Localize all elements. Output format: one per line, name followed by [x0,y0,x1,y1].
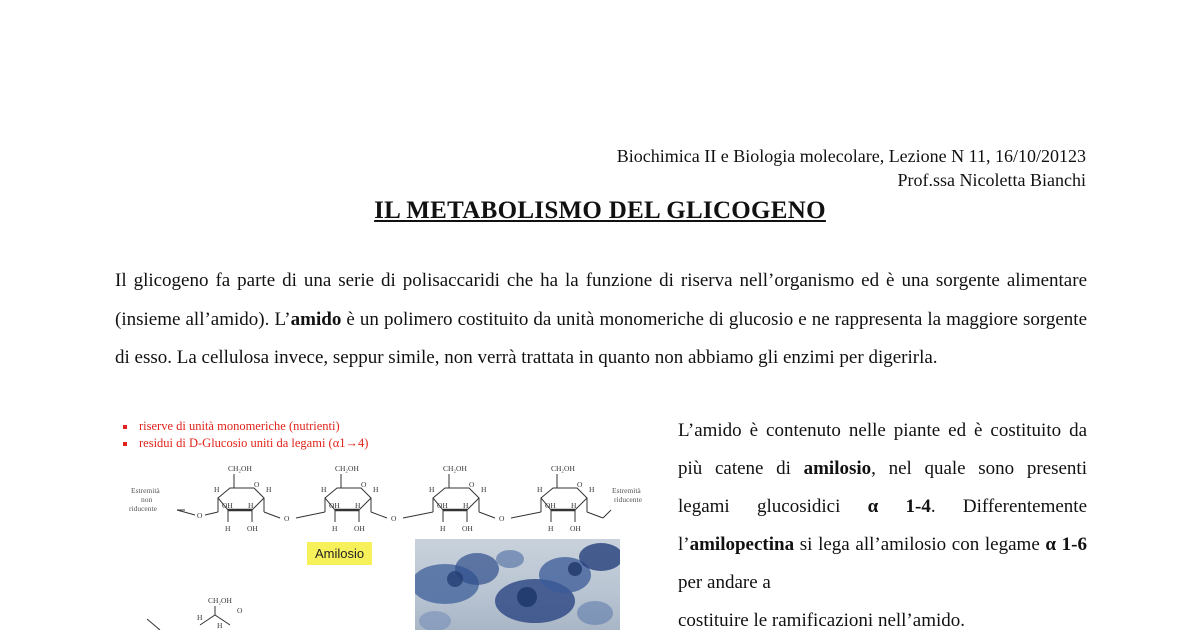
bond-line [587,512,603,518]
side-bold-alpha16: α 1-6 [1045,534,1087,555]
figure-bullet-text: riserve di unità monomeriche (nutrienti) [139,419,340,433]
document-header [617,144,1086,192]
ch2oh-label: CH₂OH [551,464,575,473]
figure-bullet [123,435,368,452]
ring-h-label: H [248,501,254,510]
amylose-figure [115,413,660,630]
bond-line [403,512,433,518]
side-text-3: . Differentemente l’ [678,496,1088,555]
link-o-label: O [499,514,505,523]
branch-ch2oh-label: CH₂OH [208,596,232,605]
branch-h-label: H [217,621,223,630]
bond-line [205,512,218,515]
ring-h-label: H [266,485,272,494]
bond-line [264,512,280,518]
ring-o-label: O [577,480,583,489]
ring-h-label: H [373,485,379,494]
ring-h-label: H [332,524,338,533]
side-text-last: costituire le ramificazioni nell’amido. [678,610,966,631]
bond-line [479,512,495,518]
ring-h-label: H [225,524,231,533]
link-o-label: O [197,511,203,520]
ring-h-label: H [214,485,220,494]
ring-o-label: O [254,480,260,489]
side-text-5: per andare a [678,572,771,593]
bond-line [371,512,387,518]
bullet-square-icon [123,425,127,429]
ch2oh-label: CH₂OH [335,464,359,473]
ring-h-label: H [321,485,327,494]
figure-bullet [123,418,368,435]
ch2oh-label: CH₂OH [228,464,252,473]
intro-paragraph [115,262,1087,378]
ring-oh-label: OH [329,501,340,510]
intro-bold-amido: amido [290,308,342,330]
link-o-label: O [284,514,290,523]
link-o-label: O [391,514,397,523]
ring-h-label: H [589,485,595,494]
side-text-2: , nel quale sono presenti legami glucosidici [678,458,1087,517]
course-line: Biochimica II e Biologia molecolare, Lezione N 11, 16/10/20123 [616,146,1086,166]
ring-o-label: O [361,480,367,489]
professor-line: Prof.ssa Nicoletta Bianchi [897,170,1086,190]
bond-line [511,512,541,518]
right-end-label: riducente [614,495,642,504]
bond-line [296,512,325,518]
ring-oh-label: OH [570,524,581,533]
side-bold-amilosio: amilosio [803,458,872,479]
side-paragraph [678,412,1087,640]
ring-oh-label: OH [462,524,473,533]
side-text [678,412,1087,602]
right-end-label: Estremità [612,486,641,495]
ring-oh-label: OH [354,524,365,533]
figure-bullet-text: residui di D-Glucosio uniti da legami (α1→4) [139,436,369,450]
bond-line [177,510,195,515]
ring-h-label: H [355,501,361,510]
intro-text-1: Il glicogeno fa parte di una serie di polisaccaridi che ha la funzione di riserva nell’organismo ed è una sorgente alimentare (insieme all’amido). L’ [115,270,1087,330]
ring-oh-label: OH [545,501,556,510]
left-end-label: riducente [129,504,157,513]
ch2oh-label: CH₂OH [443,464,467,473]
micrograph-graphic [415,539,620,630]
left-end-label: non [141,495,153,504]
ring-oh-label: OH [247,524,258,533]
ring-oh-label: OH [437,501,448,510]
figure-bullets [123,418,368,452]
left-end-label: Estremità [131,486,160,495]
bond-line [603,510,611,518]
ring-h-label: H [429,485,435,494]
intro-text-2: è un polimero costituito da unità monomeriche di glucosio e ne rappresenta la maggiore sorgente di esso. La cellulosa invece, seppur simile, non verrà trattata in quanto non abbiamo gli enzimi per digerirla. [115,308,1088,368]
amilosio-label: Amilosio [307,542,372,565]
ring-h-label: H [571,501,577,510]
ring-h-label: H [537,485,543,494]
bullet-square-icon [123,442,127,446]
ring-h-label: H [440,524,446,533]
ring-h-label: H [463,501,469,510]
starch-micrograph-image [415,539,620,630]
side-bold-alpha14: α 1-4 [867,496,931,517]
side-text-1: L’amido è contenuto nelle piante ed è costituito da più catene di [678,420,1087,479]
ring-h-label: H [548,524,554,533]
side-text-4: si lega all’amilosio con legame [794,534,1046,555]
ring-oh-label: OH [222,501,233,510]
branch-o-label: O [237,606,243,615]
ring-h-label: H [481,485,487,494]
page-title: IL METABOLISMO DEL GLICOGENO [374,197,826,224]
ring-o-label: O [469,480,475,489]
side-bold-amilopectina: amilopectina [689,534,795,555]
branch-h-label: H [197,613,203,622]
